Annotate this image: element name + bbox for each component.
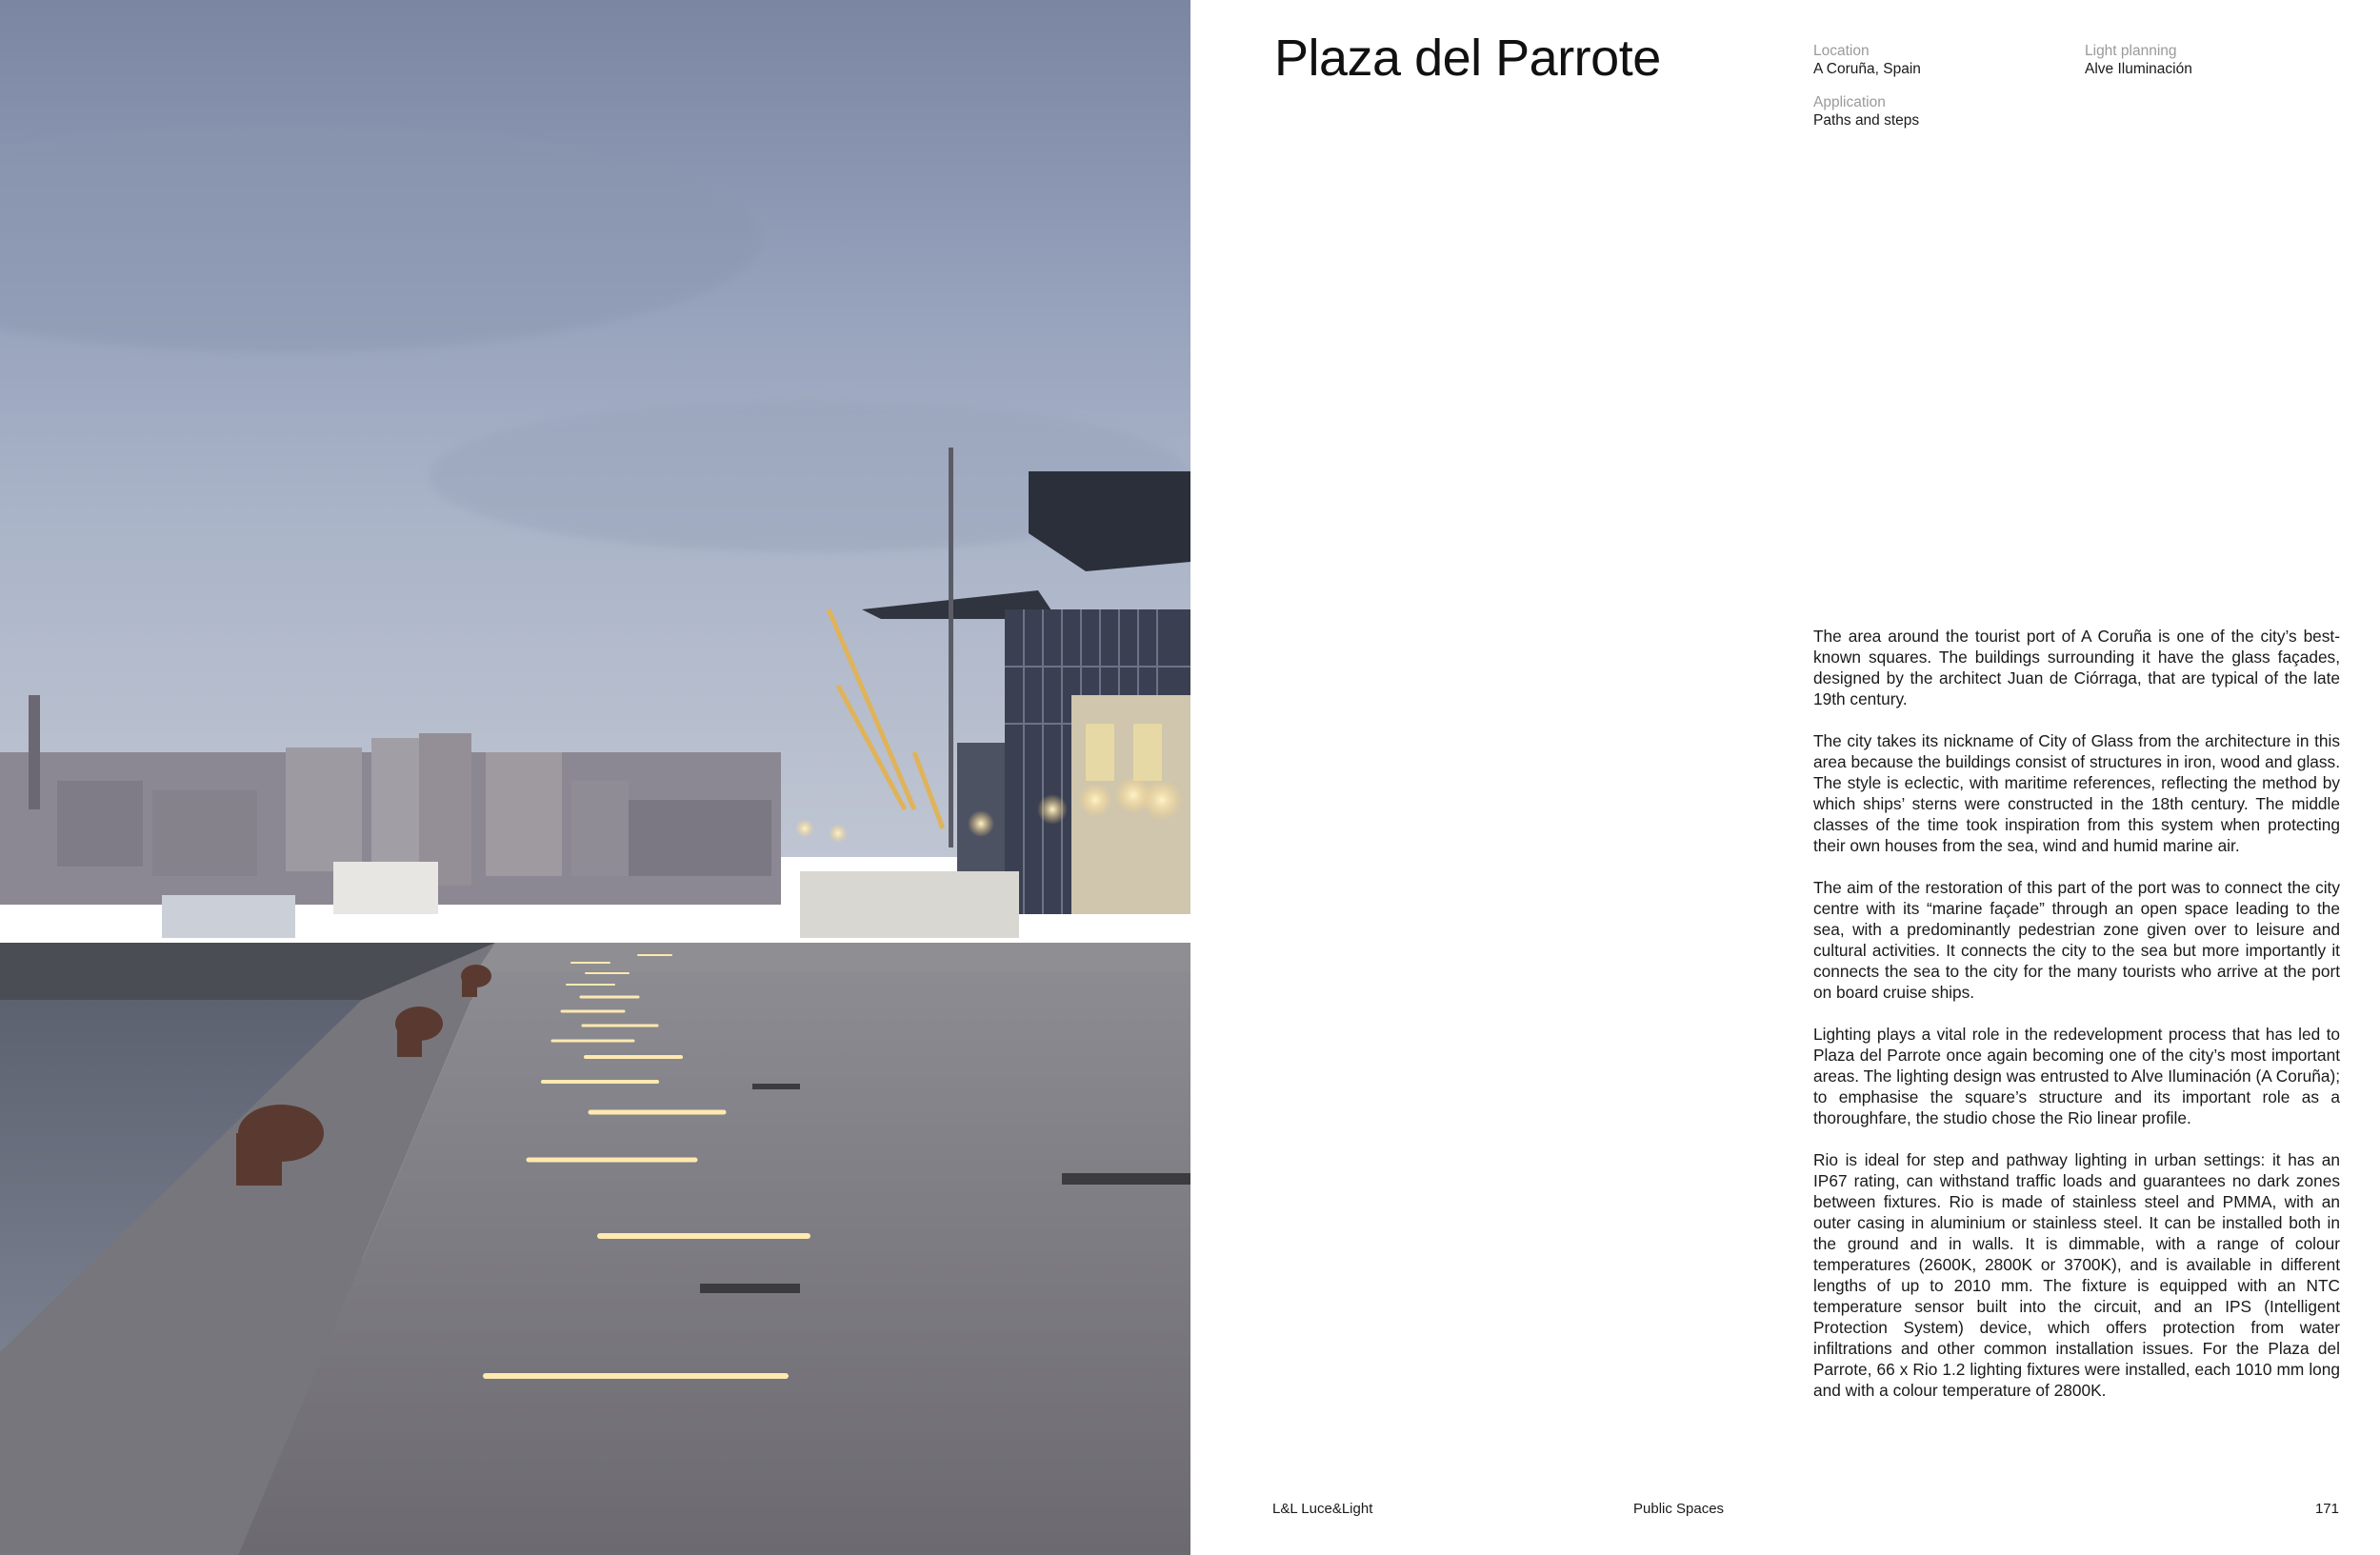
article-paragraph: The area around the tourist port of A Coruña is one of the city’s best-known squares. The buildings surrounding it have the glass façades, designed by the architect Juan de Ciórraga, that are typical of the late 19th century. bbox=[1813, 627, 2340, 708]
meta-light-planning-label: Light planning bbox=[2085, 43, 2177, 59]
page-number: 171 bbox=[2314, 1501, 2339, 1517]
meta-application-value: Paths and steps bbox=[1813, 112, 1920, 129]
article-paragraph: Rio is ideal for step and pathway lighting in urban settings: it has an IP67 rating, can withstand traffic loads and guarantees no dark zones between fixtures. Rio is made of stainless steel and PMMA, with an outer casing in aluminium or stainless steel. It can be installed both in the ground and in walls. It is dimmable, with a range of colour temperatures (2600K, 2800K or 3700K), and is available in different lengths of up to 2010 mm. The fixture is equipped with an NTC temperature sensor built into the circuit, and an IPS (Intelligent Protection System) device, which offers protection from water infiltrations and other common installation issues. For the Plaza del Parrote, 66 x Rio 1.2 lighting fixtures were installed, each 1010 mm long and with a colour temperature of 2800K. bbox=[1813, 1150, 2340, 1400]
flag-pole bbox=[949, 448, 953, 847]
footer-section-name: Public Spaces bbox=[1633, 1501, 1725, 1517]
article-body bbox=[1813, 626, 2340, 1422]
meta-application bbox=[1813, 93, 1919, 130]
article-paragraph: Lighting plays a vital role in the redevelopment process that has led to Plaza del Parrote once again becoming one of the city’s most important areas. The lighting design was entrusted to Alve Iluminación (A Coruña); to emphasise the square’s structure and its important role as a thoroughfare, the studio chose the Rio linear profile. bbox=[1813, 1025, 2340, 1127]
meta-light-planning-value: Alve Iluminación bbox=[2085, 61, 2192, 77]
meta-location bbox=[1813, 42, 1921, 78]
page-title: Plaza del Parrote bbox=[1274, 30, 1661, 87]
article-paragraph: The aim of the restoration of this part of the port was to connect the city centre with its “marine façade” through an open space leading to the sea, with a predominantly pedestrian zone given over to leisure and cultural activities. It connects the city to the sea but more importantly it connects the sea to the city for the many tourists who arrive at the port on board cruise ships. bbox=[1813, 878, 2340, 1002]
article-paragraph: The city takes its nickname of City of Glass from the architecture in this area because the buildings consist of structures in iron, wood and glass. The style is eclectic, with maritime references, reflecting the method by which ships’ sterns were constructed in the 18th century. The middle classes of the time took inspiration from this system when protecting their own houses from the sea, wind and humid marine air. bbox=[1813, 731, 2340, 855]
footer-magazine-name: L&L Luce&Light bbox=[1272, 1501, 1373, 1517]
meta-location-label: Location bbox=[1813, 43, 1870, 59]
meta-location-value: A Coruña, Spain bbox=[1813, 61, 1921, 77]
meta-application-label: Application bbox=[1813, 94, 1886, 110]
meta-light-planning bbox=[2085, 42, 2192, 78]
cabin bbox=[800, 871, 1019, 938]
